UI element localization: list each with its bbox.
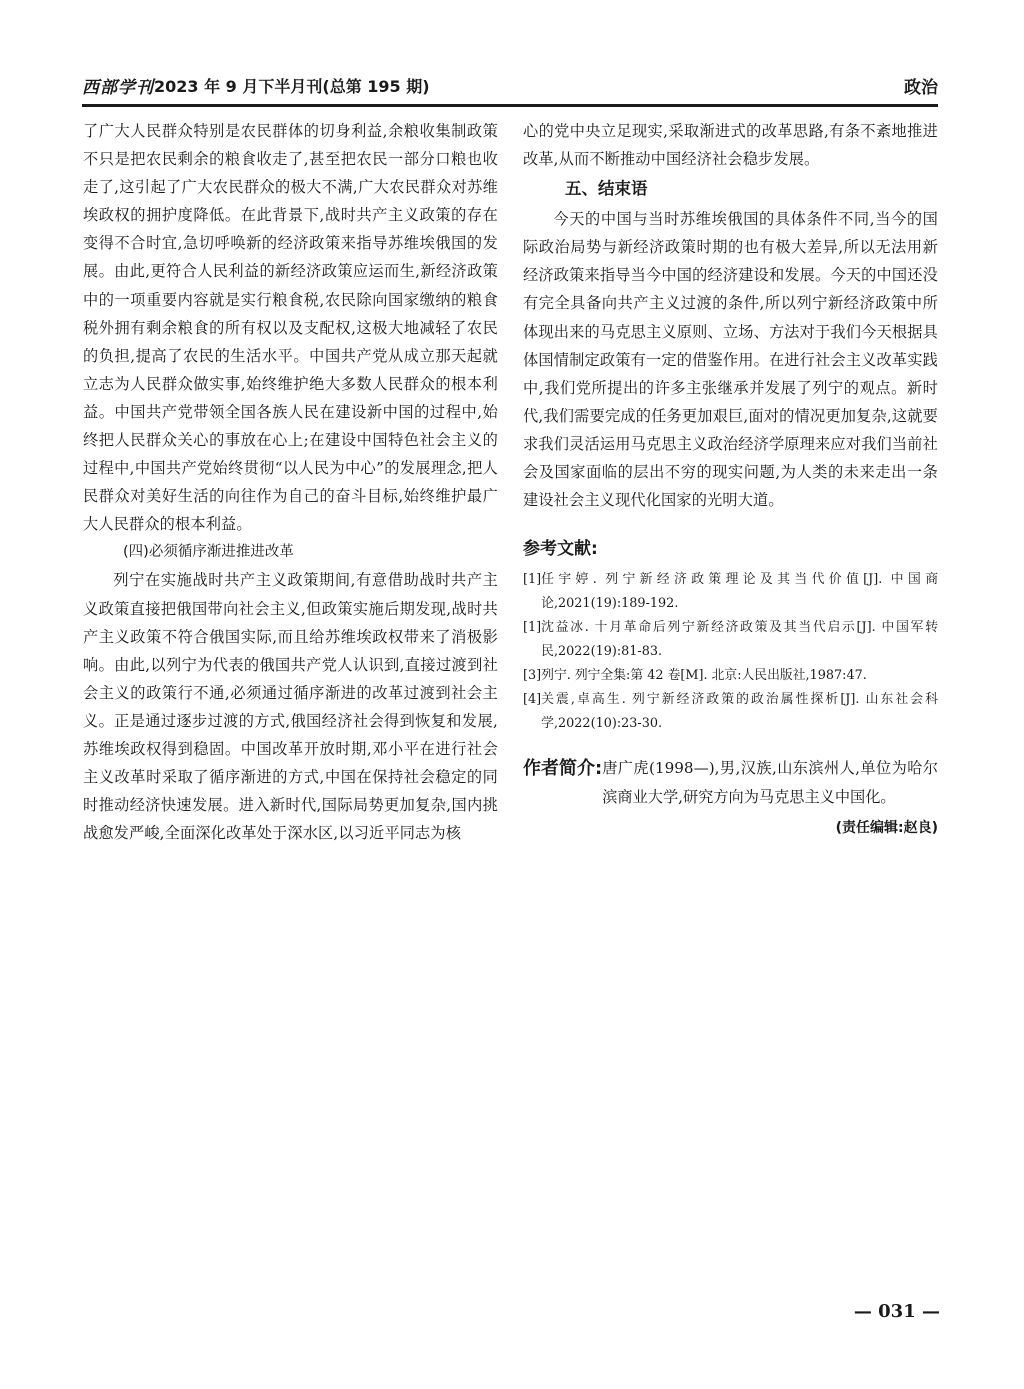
references-title: 参考文献: [523,539,598,560]
section-heading: 五、结束语 [565,179,648,199]
page-header [82,70,938,100]
reference-text: 关震,卓高生. 列宁新经济政策的政治属性探析[J]. 山东社会科学,2022(10):23-30. [541,692,938,732]
left-column [83,117,498,847]
reference-number: [1] [523,620,542,636]
reference-text: 任宇婷. 列宁新经济政策理论及其当代价值[J]. 中国商论,2021(19):189-192. [541,572,938,612]
reference-item [523,568,938,616]
reference-item [523,688,938,736]
reference-item [523,664,938,688]
page-number: — 031 — [853,1301,940,1322]
issue-info: 2023 年 9 月下半月刊(总第 195 期) [154,76,430,96]
author-bio [523,754,938,812]
journal-logo: 西部学刊 [82,77,154,98]
reference-number: [1] [523,572,542,588]
reference-text: 沈益冰. 十月革命后列宁新经济政策及其当代启示[J]. 中国军转民,2022(19):81-83. [541,620,938,660]
responsible-editor: (责任编辑:赵良) [835,820,938,837]
reference-number: [3] [523,668,542,684]
references-list [523,568,938,736]
subheading: (四)必须循序渐进推进改革 [123,544,294,561]
body-paragraph: 列宁在实施战时共产主义政策期间,有意借助战时共产主义政策直接把俄国带向社会主义,但政策实施后期发现,战时共产主义政策不符合俄国实际,而且给苏维埃政权带来了消极影响。由此,以列宁为代表的俄国共产党人认识到,直接过渡到社会主义的政策行不通,必须通过循序渐进的改革过渡到社会主义。正是通过逐步过渡的方式,俄国经济社会得到恢复和发展,苏维埃政权得到稳固。中国改革开放时期,邓小平在进行社会主义改革时采取了循序渐进的方式,中国在保持社会稳定的同时推动经济快速发展。进入新时代,国际局势更加复杂,国内挑战愈发严峻,全面深化改革处于深水区,以习近平同志为核 [83,571,498,843]
author-text: 唐广虎(1998—),男,汉族,山东滨州人,单位为哈尔滨商业大学,研究方向为马克思主义中国化。 [602,759,938,807]
header-rule [82,104,938,107]
reference-text: 列宁. 列宁全集:第 42 卷[M]. 北京:人民出版社,1987:47. [541,668,867,684]
right-column [523,117,938,842]
section-name: 政治 [904,77,938,98]
header-left [82,73,430,98]
reference-number: [4] [523,692,542,708]
body-paragraph: 心的党中央立足现实,采取渐进式的改革思路,有条不紊地推进改革,从而不断推动中国经济社会稳步发展。 [523,122,938,169]
body-paragraph: 今天的中国与当时苏维埃俄国的具体条件不同,当今的国际政治局势与新经济政策时期的也有极大差异,所以无法用新经济政策来指导当今中国的经济建设和发展。今天的中国还没有完全具备向共产主义过渡的条件,所以列宁新经济政策中所体现出来的马克思主义原则、立场、方法对于我们今天根据具体国情制定政策有一定的借鉴作用。在进行社会主义改革实践中,我们党所提出的许多主张继承并发展了列宁的观点。新时代,我们需要完成的任务更加艰巨,面对的情况更加复杂,这就要求我们灵活运用马克思主义政治经济学原理来应对我们当前社会及国家面临的层出不穷的现实问题,为人类的未来走出一条建设社会主义现代化国家的光明大道。 [523,210,938,510]
reference-item [523,616,938,664]
body-paragraph: 了广大人民群众特别是农民群体的切身利益,余粮收集制政策不只是把农民剩余的粮食收走了,甚至把农民一部分口粮也收走了,这引起了广大农民群众的极大不满,广大农民群众对苏维埃政权的拥护度降低。在此背景下,战时共产主义政策的存在变得不合时宜,急切呼唤新的经济政策来指导苏维埃俄国的发展。由此,更符合人民利益的新经济政策应运而生,新经济政策中的一项重要内容就是实行粮食税,农民除向国家缴纳的粮食税外拥有剩余粮食的所有权以及支配权,这极大地减轻了农民的负担,提高了农民的生活水平。中国共产党从成立那天起就立志为人民群众做实事,始终维护绝大多数人民群众的根本利益。中国共产党带领全国各族人民在建设新中国的过程中,始终把人民群众关心的事放在心上;在建设中国特色社会主义的过程中,中国共产党始终贯彻“以人民为中心”的发展理念,把人民群众对美好生活的向往作为自己的奋斗目标,始终维护最广大人民群众的根本利益。 [83,122,498,534]
author-label: 作者简介: [523,758,603,780]
